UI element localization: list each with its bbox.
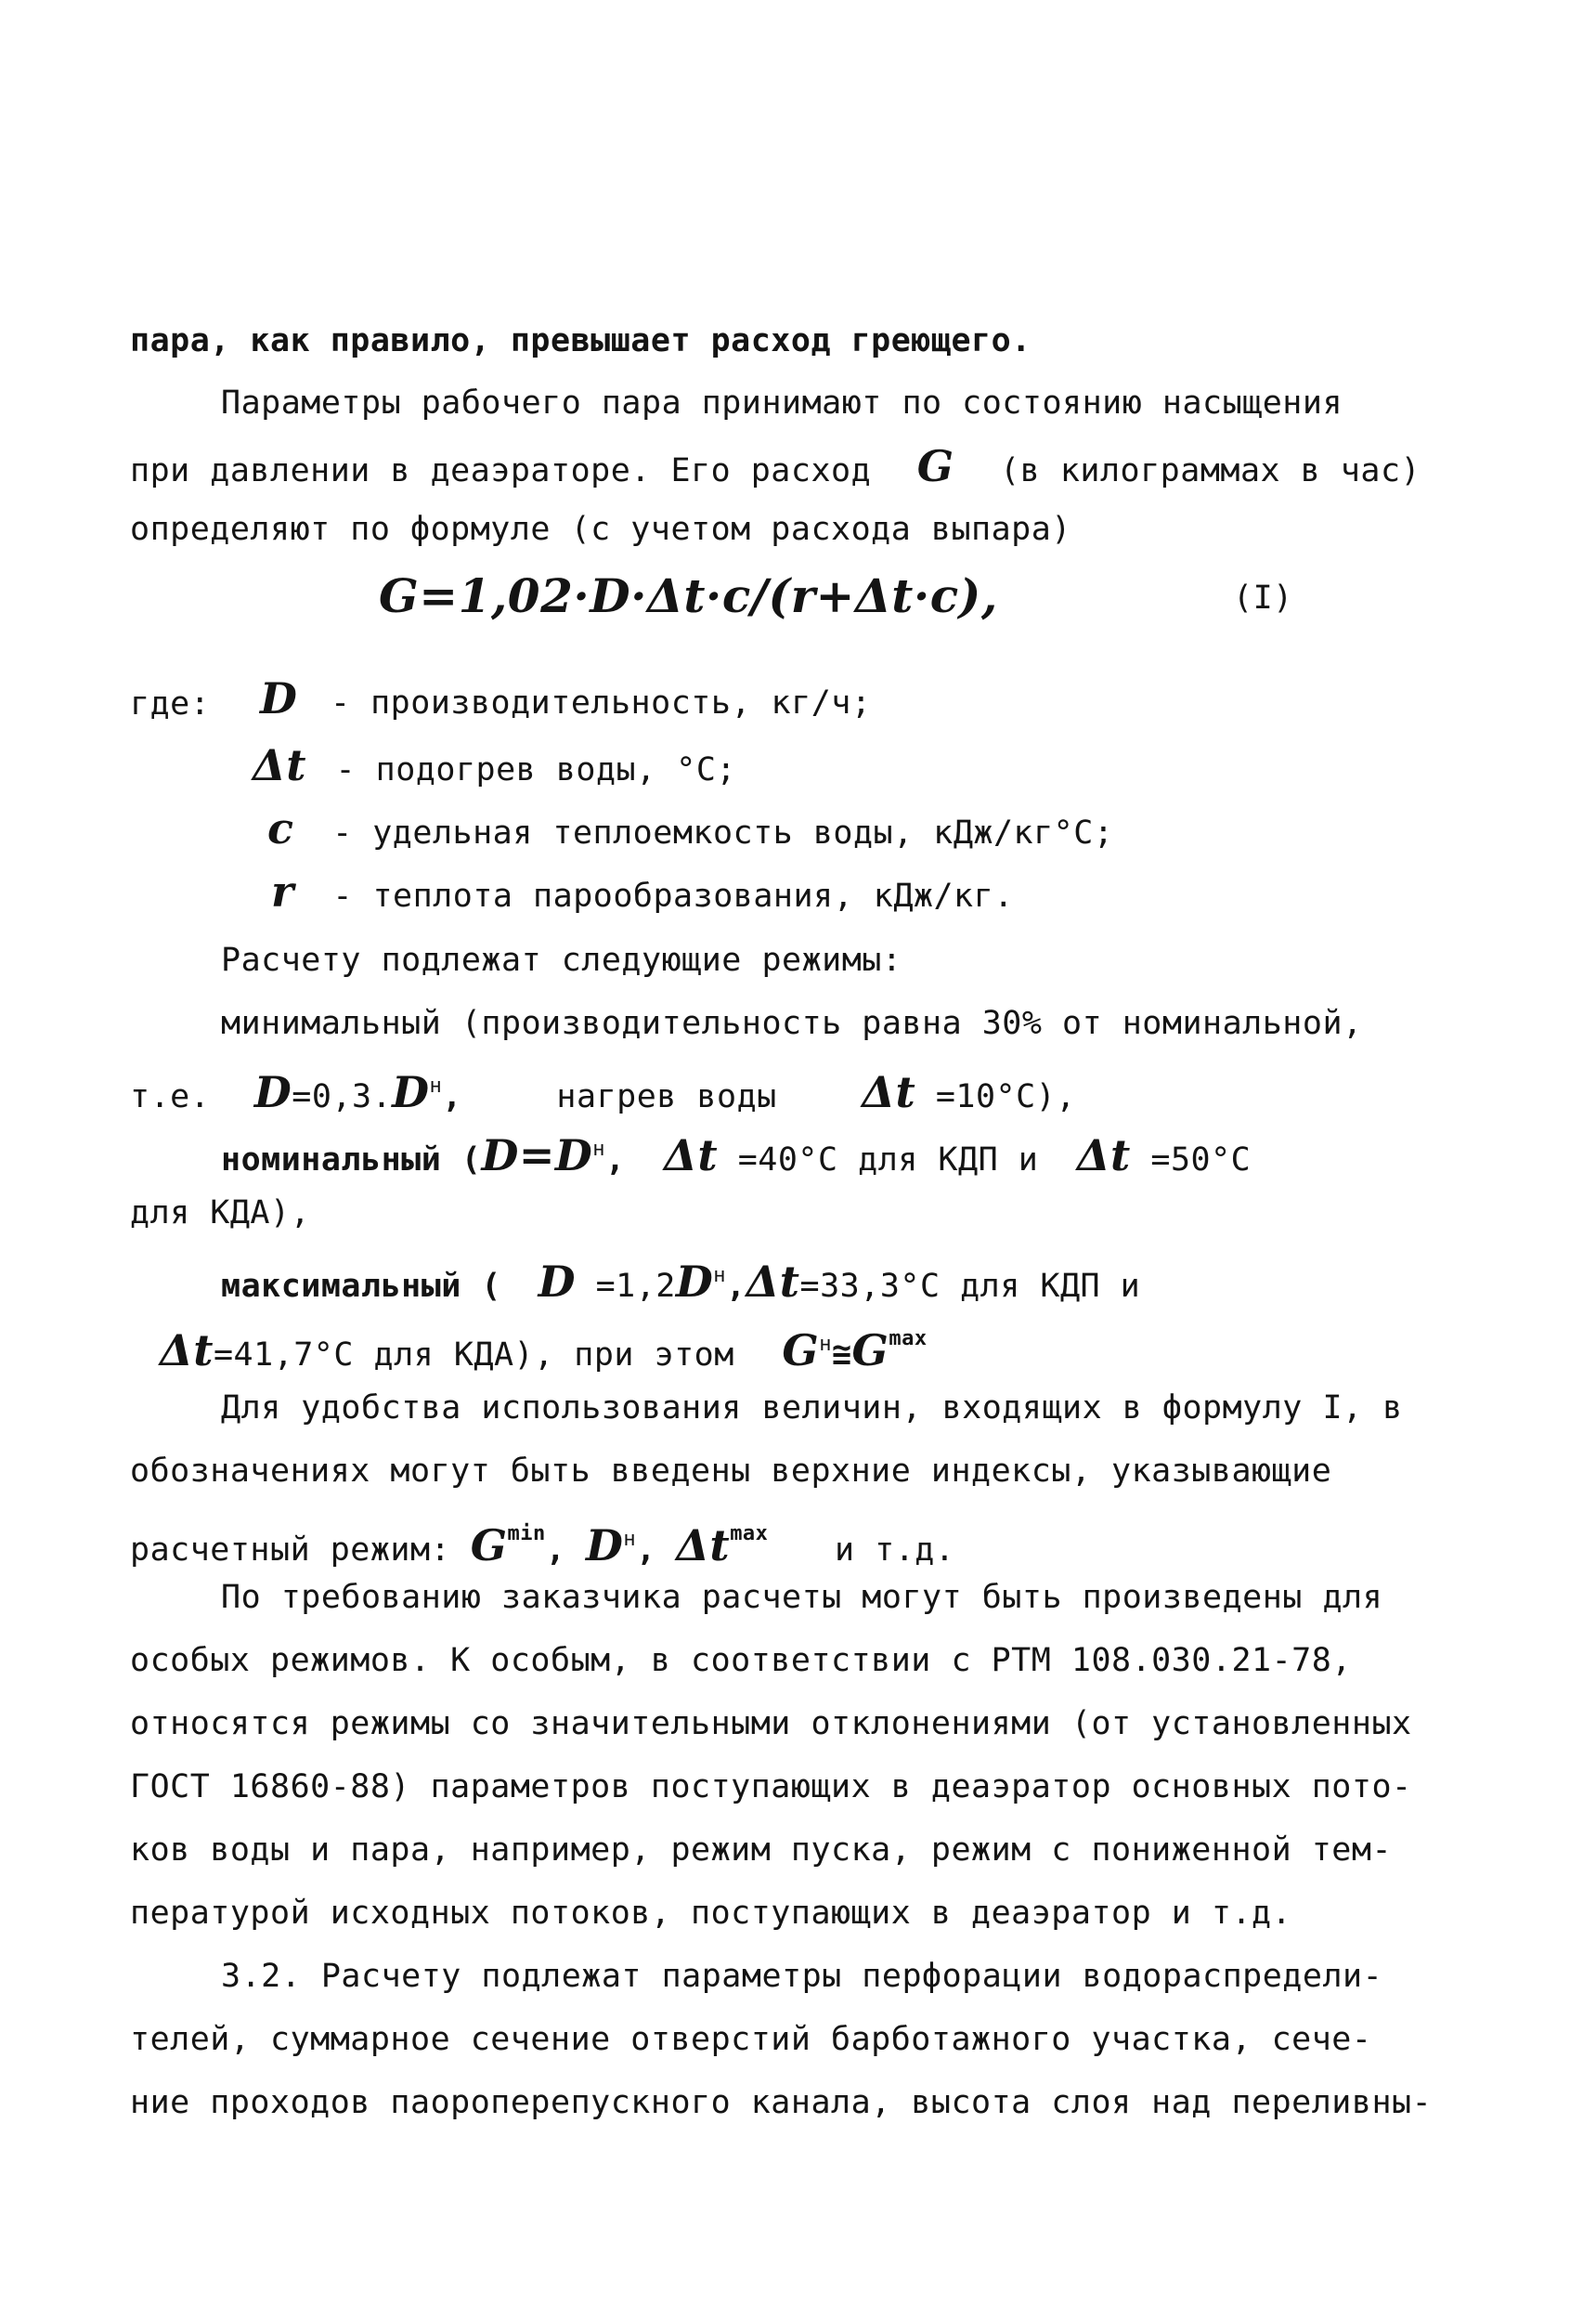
symbol-d: D — [253, 1067, 292, 1117]
text-line — [130, 2082, 1432, 2123]
line-text: ГОСТ 16860-88) параметров поступающих в деаэратор основных пото- — [130, 1768, 1412, 1805]
line-text: =1,2 — [595, 1268, 676, 1305]
text-line — [221, 940, 902, 981]
symbol-r: r — [271, 866, 294, 917]
line-text: расчетный режим: — [130, 1531, 451, 1569]
text-line — [130, 1703, 1412, 1744]
line-text: Параметры рабочего пара принимают по состоянию насыщения — [221, 384, 1343, 422]
text-line: расчетный режим: $G^{min}$, $D^н$, $\Delta t^{max}$ и т.д. — [130, 1520, 955, 1570]
superscript: н — [713, 1264, 726, 1287]
line-text: т.е. — [130, 1078, 211, 1115]
text-line — [130, 509, 1071, 550]
text-line — [160, 1319, 928, 1375]
text-line — [130, 1066, 1076, 1117]
line-text: относятся режимы со значительными отклонениями (от установленных — [130, 1705, 1412, 1742]
text-line — [221, 1388, 1403, 1428]
text-line — [130, 1893, 1291, 1934]
symbol-c: c — [267, 803, 294, 853]
where-label: где: — [130, 685, 211, 723]
symbol-d: D=D — [481, 1130, 593, 1180]
symbol-dt: Δt — [1076, 1130, 1131, 1180]
text-line — [130, 684, 210, 724]
text-line — [130, 1640, 1352, 1681]
symbol-d: D — [538, 1257, 576, 1307]
symbol-d: D — [675, 1257, 714, 1307]
line-text: ние проходов паороперепускного канала, высота слоя над переливны- — [130, 2084, 1433, 2121]
line-text: для КДА), — [130, 1194, 311, 1231]
symbol-d: D — [585, 1520, 624, 1570]
line-text: определяют по формуле (с учетом расхода выпара) — [130, 511, 1071, 548]
symbol-d: D — [260, 673, 298, 723]
line-text: ков воды и пара, например, режим пуска, режим с пониженной тем- — [130, 1831, 1393, 1869]
text-line — [221, 1003, 1363, 1044]
line-text: , — [605, 1141, 626, 1179]
text-line — [130, 1192, 310, 1233]
formula: G=1,02·D·Δt·c/(r+Δt·c), — [379, 568, 998, 623]
definition-row — [260, 673, 872, 723]
superscript: н — [819, 1333, 832, 1356]
line-text: =0,3. — [292, 1078, 393, 1115]
line-text: (в килограммах в час) — [1000, 452, 1421, 489]
text-line — [221, 383, 1343, 423]
line-text: =33,3°С для КДП и — [799, 1268, 1141, 1305]
symbol-g: G — [782, 1325, 820, 1375]
superscript: н — [429, 1075, 443, 1098]
superscript: max — [889, 1327, 928, 1350]
text-line — [130, 1830, 1392, 1870]
symbol-d: D — [392, 1067, 430, 1117]
definition-text: - подогрев воды, °С; — [335, 751, 736, 788]
symbol-dt: Δt — [676, 1520, 731, 1570]
text-line — [221, 1256, 1140, 1307]
symbol-dt: Δt — [253, 740, 306, 790]
line-text: =40°С для КДП и — [737, 1141, 1039, 1179]
line-text: и т.д. — [835, 1531, 955, 1569]
formula-number: (I) — [1233, 580, 1293, 617]
text-line — [130, 1451, 1331, 1492]
definition-text: - теплота парообразования, кДж/кг. — [332, 878, 1014, 915]
line-text: номинальный ( — [221, 1141, 482, 1179]
line-text: пара, как правило, превышает расход греющего. — [130, 322, 1032, 359]
line-text: =10°С), — [935, 1078, 1076, 1115]
definition-text: - производительность, кг/ч; — [330, 684, 872, 722]
symbol-dt: Δt — [160, 1325, 214, 1375]
line-text: =50°С — [1150, 1141, 1252, 1179]
text-line — [221, 1956, 1382, 1997]
line-text: Расчету подлежат следующие режимы: — [221, 942, 902, 979]
approx-sign: ≅ — [831, 1336, 852, 1374]
text-line — [130, 441, 1421, 491]
line-text: По требованию заказчика расчеты могут быть произведены для — [221, 1579, 1383, 1616]
superscript: max — [730, 1522, 769, 1545]
superscript: н — [592, 1138, 606, 1161]
symbol-dt: Δt — [746, 1257, 800, 1307]
text-line — [221, 1129, 1251, 1180]
line-text: максимальный ( — [221, 1268, 502, 1305]
text-line — [130, 320, 1032, 361]
line-text: , — [726, 1268, 746, 1305]
superscript: min — [507, 1522, 546, 1545]
definition-row — [271, 866, 1014, 917]
definition-row — [253, 740, 736, 790]
symbol-g: G — [470, 1520, 508, 1570]
symbol-dt: Δt — [664, 1130, 719, 1180]
text-line — [221, 1577, 1382, 1618]
line-text: нагрев воды — [556, 1078, 777, 1115]
line-text: особых режимов. К особым, в соответствии с РТМ 108.030.21-78, — [130, 1642, 1352, 1679]
line-text: минимальный (производительность равна 30% от номинальной, — [221, 1005, 1363, 1042]
line-text: при давлении в деаэраторе. Его расход — [130, 452, 872, 489]
definition-text: - удельная теплоемкость воды, кДж/кг°С; — [332, 814, 1114, 852]
line-text: пературой исходных потоков, поступающих в деаэратор и т.д. — [130, 1895, 1292, 1932]
text-line — [130, 1766, 1412, 1807]
line-text: телей, суммарное сечение отверстий барботажного участка, сече- — [130, 2021, 1372, 2058]
text-line — [130, 2019, 1371, 2060]
symbol-g: G — [916, 441, 954, 491]
symbol-dt: Δt — [862, 1067, 916, 1117]
line-text: , — [442, 1078, 462, 1115]
symbol-g: G — [851, 1325, 889, 1375]
line-text: =41,7°С для КДА), при этом — [213, 1336, 734, 1374]
line-text: Для удобства использования величин, входящих в формулу I, в — [221, 1389, 1403, 1427]
superscript: н — [623, 1528, 637, 1551]
line-text: 3.2. Расчету подлежат параметры перфорации водораспредели- — [221, 1958, 1383, 1995]
definition-row — [267, 803, 1114, 853]
line-text: обозначениях могут быть введены верхние индексы, указывающие — [130, 1453, 1332, 1490]
